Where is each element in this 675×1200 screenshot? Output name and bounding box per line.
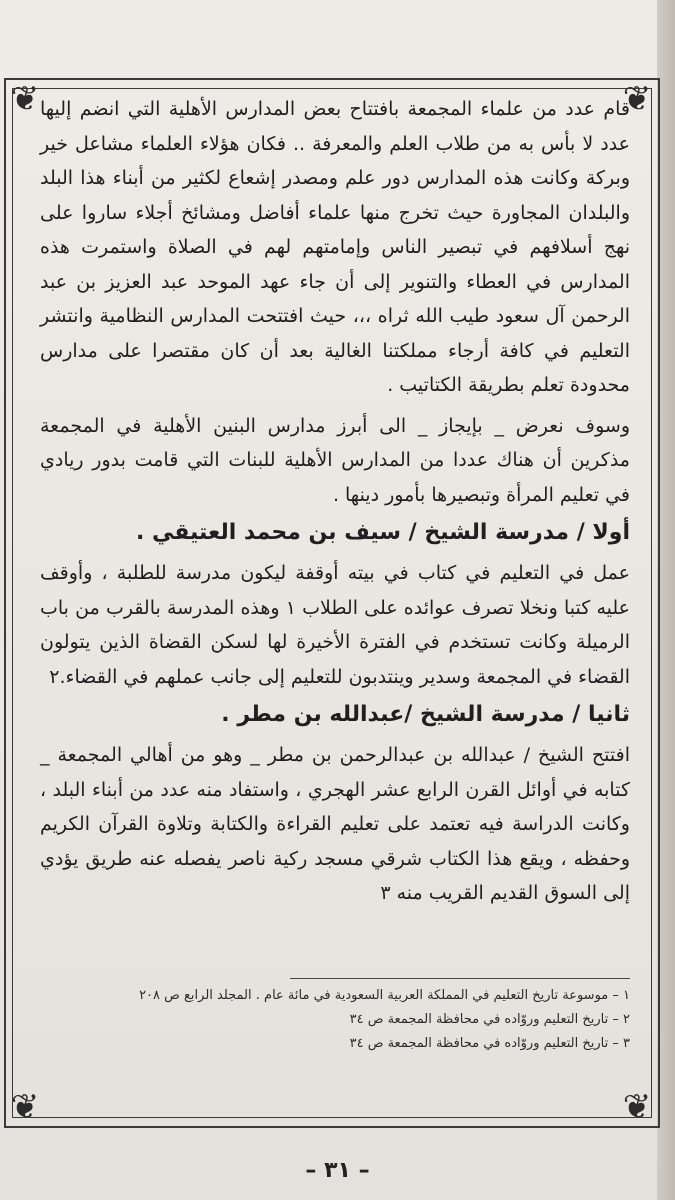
section-heading-second: ثانيا / مدرسة الشيخ /عبدالله بن مطر . xyxy=(221,702,630,727)
corner-ornament-icon: ❦ xyxy=(622,1087,652,1127)
body-text xyxy=(40,92,630,911)
footnotes xyxy=(40,984,630,1056)
footnote-separator xyxy=(290,978,630,979)
section-heading-first: أولا / مدرسة الشيخ / سيف بن محمد العتيقي . xyxy=(135,520,630,545)
footnote: ٣ – تاريخ التعليم وروّاده في محافظة المجمعة ص ٣٤ xyxy=(349,1036,630,1051)
paragraph-second-school: افتتح الشيخ / عبدالله بن عبدالرحمن بن مطر _ وهو من أهالي المجمعة _ كتابه في أوائل القرن الرابع عشر الهجري ، واستفاد منه عدد من أبناء البلد ، وكانت الدراسة فيه تعتمد على تعليم القراءة والكتابة وتلاوة القرآن الكريم وحفظه ، ويقع هذا الكتاب شرقي مسجد ركية ناصر يفصله عنه طريق يؤدي إلى السوق القديم القريب منه ٣ xyxy=(40,744,630,904)
paragraph-intro: قام عدد من علماء المجمعة بافتتاح بعض المدارس الأهلية التي انضم إليها عدد لا بأس به من طلاب العلم والمعرفة .. فكان هؤلاء العلماء مشاعل خير وبركة وكانت هذه المدارس دور علم ومصدر إشعاع لكثير من أبناء هذا البلد والبلدان المجاورة حيث تخرج منها علماء أفاضل ومشائخ أجلاء ساروا على نهج أسلافهم في تبصير الناس وإمامتهم لهم في الصلاة واستمرت هذه المدارس في العطاء والتنوير إلى أن جاء عهد الموحد عبد العزيز بن عبد الرحمن آل سعود طيب الله ثراه ،،، حيث افتتحت المدارس النظامية وانتشر التعليم في كافة أرجاء مملكتنا الغالية بعد أن كان مقتصرا على مدارس محدودة تعلم بطريقة الكتاتيب . xyxy=(40,98,630,396)
corner-ornament-icon: ❦ xyxy=(10,1087,40,1127)
corner-ornament-icon: ❦ xyxy=(622,79,652,119)
corner-ornament-icon: ❦ xyxy=(10,79,40,119)
footnote: ١ – موسوعة تاريخ التعليم في المملكة العربية السعودية في مائة عام . المجلد الرابع ص ٢٠٨ xyxy=(139,988,630,1003)
paragraph-first-school: عمل في التعليم في كتاب في بيته أوقفة ليكون مدرسة للطلبة ، وأوقف عليه كتبا ونخلا تصرف عوائده على الطلاب ١ وهذه المدرسة بالقرب من باب الرميلة وكانت تستخدم في الفترة الأخيرة لها لسكن القضاة الذين يتولون القضاء في المجمعة وسدير وينتدبون للتعليم إلى جانب عملهم في القضاء.٢ xyxy=(40,562,630,688)
page-number: – ٣١ – xyxy=(305,1158,370,1183)
footnote: ٢ – تاريخ التعليم وروّاده في محافظة المجمعة ص ٣٤ xyxy=(349,1012,630,1027)
paragraph-summary: وسوف نعرض _ بإيجاز _ الى أبرز مدارس البنين الأهلية في المجمعة مذكرين أن هناك عددا من المدارس الأهلية للبنات التي قامت بدور ريادي في تعليم المرأة وتبصيرها بأمور دينها . xyxy=(40,414,630,506)
